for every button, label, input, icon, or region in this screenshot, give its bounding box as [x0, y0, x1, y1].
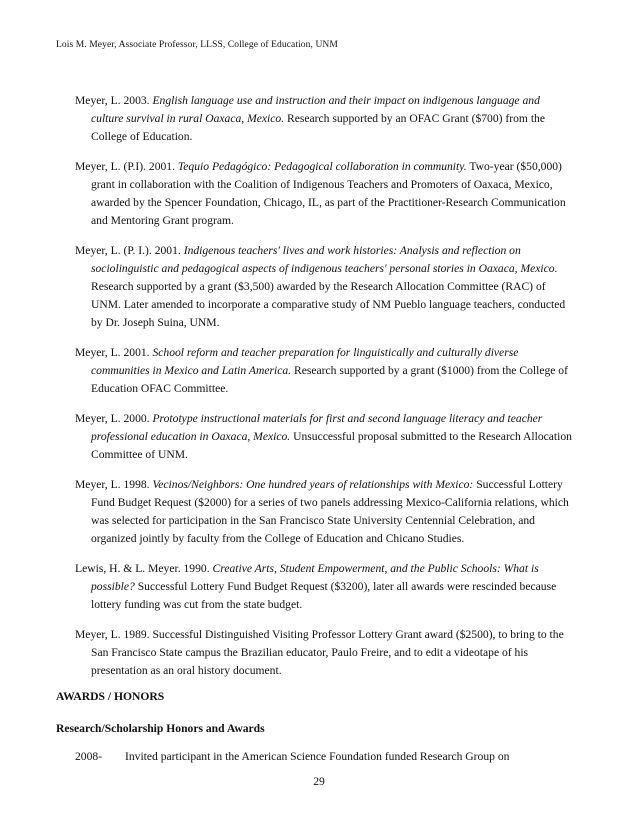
grant-entry: Meyer, L. 2001. School reform and teacher preparation for linguistically and culturally diverse communities in Mexico and Latin America. Research supported by a grant ($1000) from the College of Education OFAC Committee. [75, 345, 568, 395]
honor-text: Invited participant in the American Science Foundation funded Research Group on [125, 750, 510, 763]
running-header: Lois M. Meyer, Associate Professor, LLSS, College of Education, UNM [56, 40, 338, 50]
honor-row [75, 750, 509, 763]
grant-entry: Meyer, L. 1998. Vecinos/Neighbors: One hundred years of relationships with Mexico: Successful Lottery Fund Budget Request ($2000) for a series of two panels addressing Mexico-California relations, which was selected for participation in the San Francisco State University Centennial Celebration, and organized jointly by faculty from the College of Education and Chicano Studies. [75, 477, 569, 545]
awards-heading: AWARDS / HONORS [56, 690, 165, 703]
grant-entry: Meyer, L. 2003. English language use and instruction and their impact on indigenous language and culture survival in rural Oaxaca, Mexico. Research supported by an OFAC Grant ($700) from the College of Education. [75, 93, 545, 143]
grant-entry: Meyer, L. 1989. Successful Distinguished Visiting Professor Lottery Grant award ($2500), to bring to the San Francisco State campus the Brazilian educator, Paulo Freire, and to edit a videotape of his presentation as an oral history document. [75, 627, 564, 677]
research-grants-list [75, 80, 575, 692]
grant-entry: Meyer, L. (P.I). 2001. Tequio Pedagógico: Pedagogical collaboration in community. Two-year ($50,000) grant in collaboration with the Coalition of Indigenous Teachers and Promoters of Oaxaca, Mexico, awarded by the Spencer Foundation, Chicago, IL, as part of the Practitioner-Research Communication and Mentoring Grant program. [75, 159, 566, 227]
grant-entry: Lewis, H. & L. Meyer. 1990. Creative Arts, Student Empowerment, and the Public Schools: What is possible? Successful Lottery Fund Budget Request ($3200), later all awards were rescinded because lottery funding was cut from the state budget. [75, 561, 557, 611]
grant-entry: Meyer, L. (P. I.). 2001. Indigenous teachers' lives and work histories: Analysis and reflection on sociolinguistic and pedagogical aspects of indigenous teachers' personal stories in Oaxaca, Mexico. Research supported by a grant ($3,500) awarded by the Research Allocation Committee (RAC) of UNM. Later amended to incorporate a comparative study of NM Pueblo language teachers, conducted by Dr. Joseph Suina, UNM. [75, 243, 566, 329]
grant-entry: Meyer, L. 2000. Prototype instructional materials for first and second language literacy and teacher professional education in Oaxaca, Mexico. Unsuccessful proposal submitted to the Research Allocation Committee of UNM. [75, 411, 572, 461]
honors-subheading: Research/Scholarship Honors and Awards [56, 722, 265, 735]
honor-year: 2008- [75, 750, 103, 763]
page-number: 29 [313, 775, 325, 788]
